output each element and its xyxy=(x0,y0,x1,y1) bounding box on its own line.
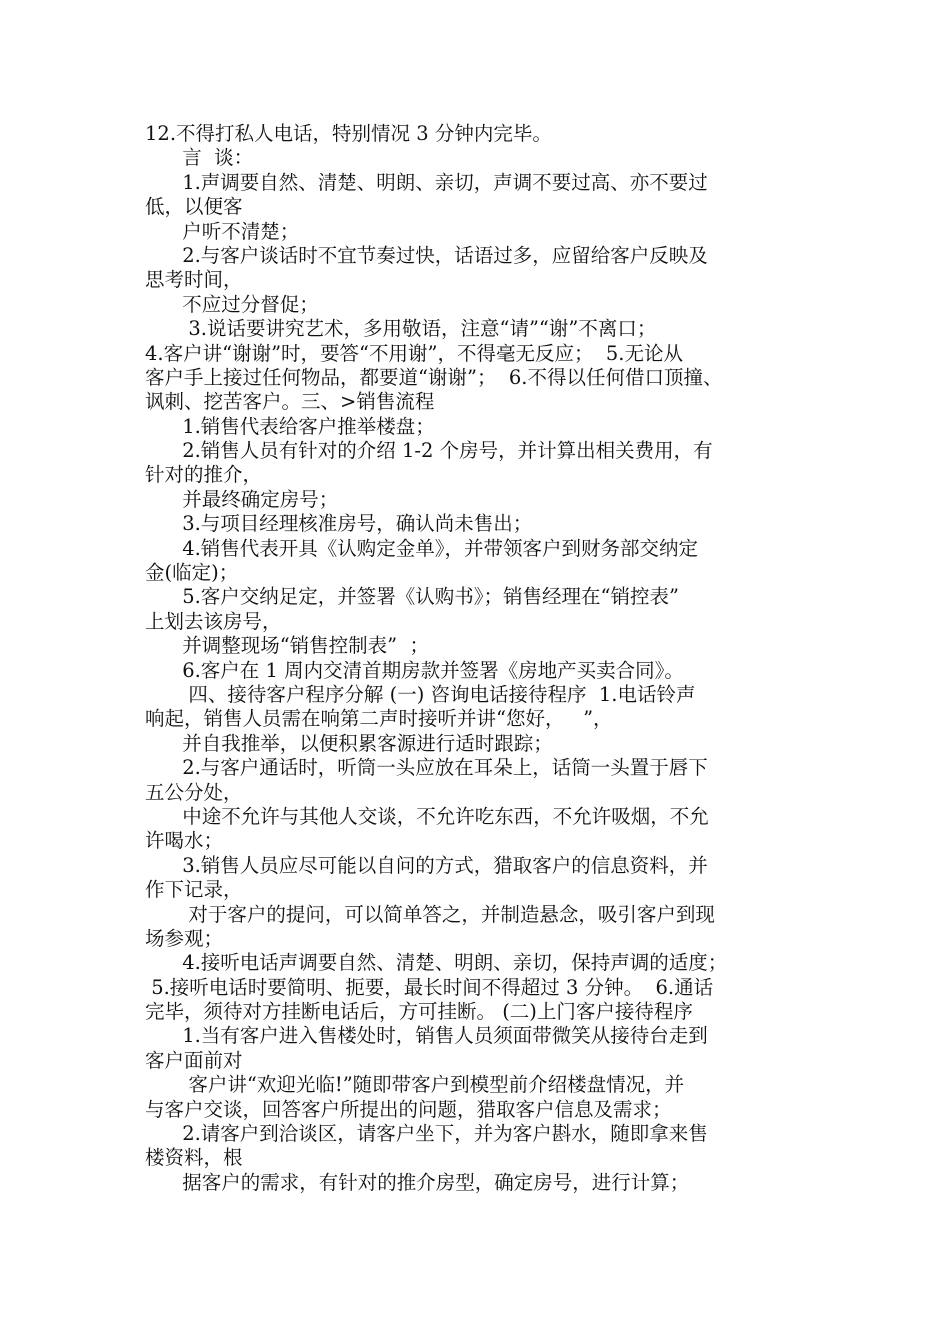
text-line: 场参观； xyxy=(145,926,224,950)
text-line: 响起，销售人员需在响第二声时接听并讲“您好， ”， xyxy=(145,707,613,731)
text-line: 金(临定)； xyxy=(145,561,239,585)
text-line: 思考时间， xyxy=(145,268,243,292)
text-line: 不应过分督促； xyxy=(145,292,319,316)
text-line: 对于客户的提问，可以简单答之，并制造悬念，吸引客户到现 xyxy=(145,902,715,926)
text-line: 2.与客户通话时，听筒一头应放在耳朵上，话筒一头置于唇下 xyxy=(145,756,708,780)
text-line: 许喝水； xyxy=(145,829,224,853)
text-line: 4.销售代表开具《认购定金单》，并带领客户到财务部交纳定 xyxy=(145,536,699,560)
text-line: 2.请客户到洽谈区，请客户坐下，并为客户斟水，随即拿来售 xyxy=(145,1122,708,1146)
text-line: 五公分处， xyxy=(145,780,243,804)
text-line: 并自我推举，以便积累客源进行适时跟踪； xyxy=(145,731,553,755)
text-line: 中途不允许与其他人交谈，不允许吃东西，不允许吸烟，不允 xyxy=(145,804,709,828)
text-line: 上划去该房号， xyxy=(145,609,282,633)
text-line: 楼资料，根 xyxy=(145,1146,243,1170)
text-line: 讽刺、挖苦客户。三、>销售流程 xyxy=(145,390,435,414)
text-line: 5.接听电话时要简明、扼要，最长时间不得超过 3 分钟。 6.通话 xyxy=(145,975,714,999)
text-line: 客户手上接过任何物品，都要道“谢谢”； 6.不得以任何借口顶撞、 xyxy=(145,365,723,389)
text-line: 针对的推介， xyxy=(145,463,263,487)
text-line: 2.与客户谈话时不宜节奏过快，话语过多，应留给客户反映及 xyxy=(145,243,708,267)
text-line: 客户面前对 xyxy=(145,1048,243,1072)
text-line: 6.客户在 1 周内交清首期房款并签署《房地产买卖合同》。 xyxy=(145,658,684,682)
text-line: 1.声调要自然、清楚、明朗、亲切，声调不要过高、亦不要过 xyxy=(145,170,708,194)
text-line: 言 谈： xyxy=(145,146,254,170)
text-line: 1.销售代表给客户推举楼盘； xyxy=(145,414,435,438)
text-line: 户听不清楚； xyxy=(145,219,300,243)
text-line: 与客户交谈，回答客户所提出的问题，猎取客户信息及需求； xyxy=(145,1097,672,1121)
document-body xyxy=(145,122,815,1195)
text-line: 3.销售人员应尽可能以自问的方式，猎取客户的信息资料，并 xyxy=(145,853,708,877)
text-line: 作下记录， xyxy=(145,878,243,902)
text-line: 四、接待客户程序分解 (一) 咨询电话接待程序 1.电话铃声 xyxy=(145,682,696,706)
text-line: 5.客户交纳足定，并签署《认购书》；销售经理在“销控表” xyxy=(145,585,679,609)
text-line: 完毕，须待对方挂断电话后，方可挂断。 (二)上门客户接待程序 xyxy=(145,1000,693,1024)
text-line: 客户讲“欢迎光临!”随即带客户到模型前介绍楼盘情况，并 xyxy=(145,1073,685,1097)
text-line: 2.销售人员有针对的介绍 1-2 个房号，并计算出相关费用，有 xyxy=(145,439,713,463)
text-line: 1.当有客户进入售楼处时，销售人员须面带微笑从接待台走到 xyxy=(145,1024,708,1048)
text-line: 并调整现场“销售控制表” ； xyxy=(145,634,430,658)
text-line: 据客户的需求，有针对的推介房型，确定房号，进行计算； xyxy=(145,1170,690,1194)
text-line: 4.接听电话声调要自然、清楚、明朗、亲切，保持声调的适度； xyxy=(145,951,728,975)
text-line: 3.说话要讲究艺术，多用敬语，注意“请”“谢”不离口； xyxy=(145,317,657,341)
text-line: 4.客户讲“谢谢”时，要答“不用谢”，不得毫无反应； 5.无论从 xyxy=(145,341,683,365)
text-line: 3.与项目经理核准房号，确认尚未售出； xyxy=(145,512,533,536)
text-line: 12.不得打私人电话，特别情况 3 分钟内完毕。 xyxy=(145,122,552,145)
text-line: 低，以便客 xyxy=(145,195,243,219)
text-line: 并最终确定房号； xyxy=(145,487,339,511)
